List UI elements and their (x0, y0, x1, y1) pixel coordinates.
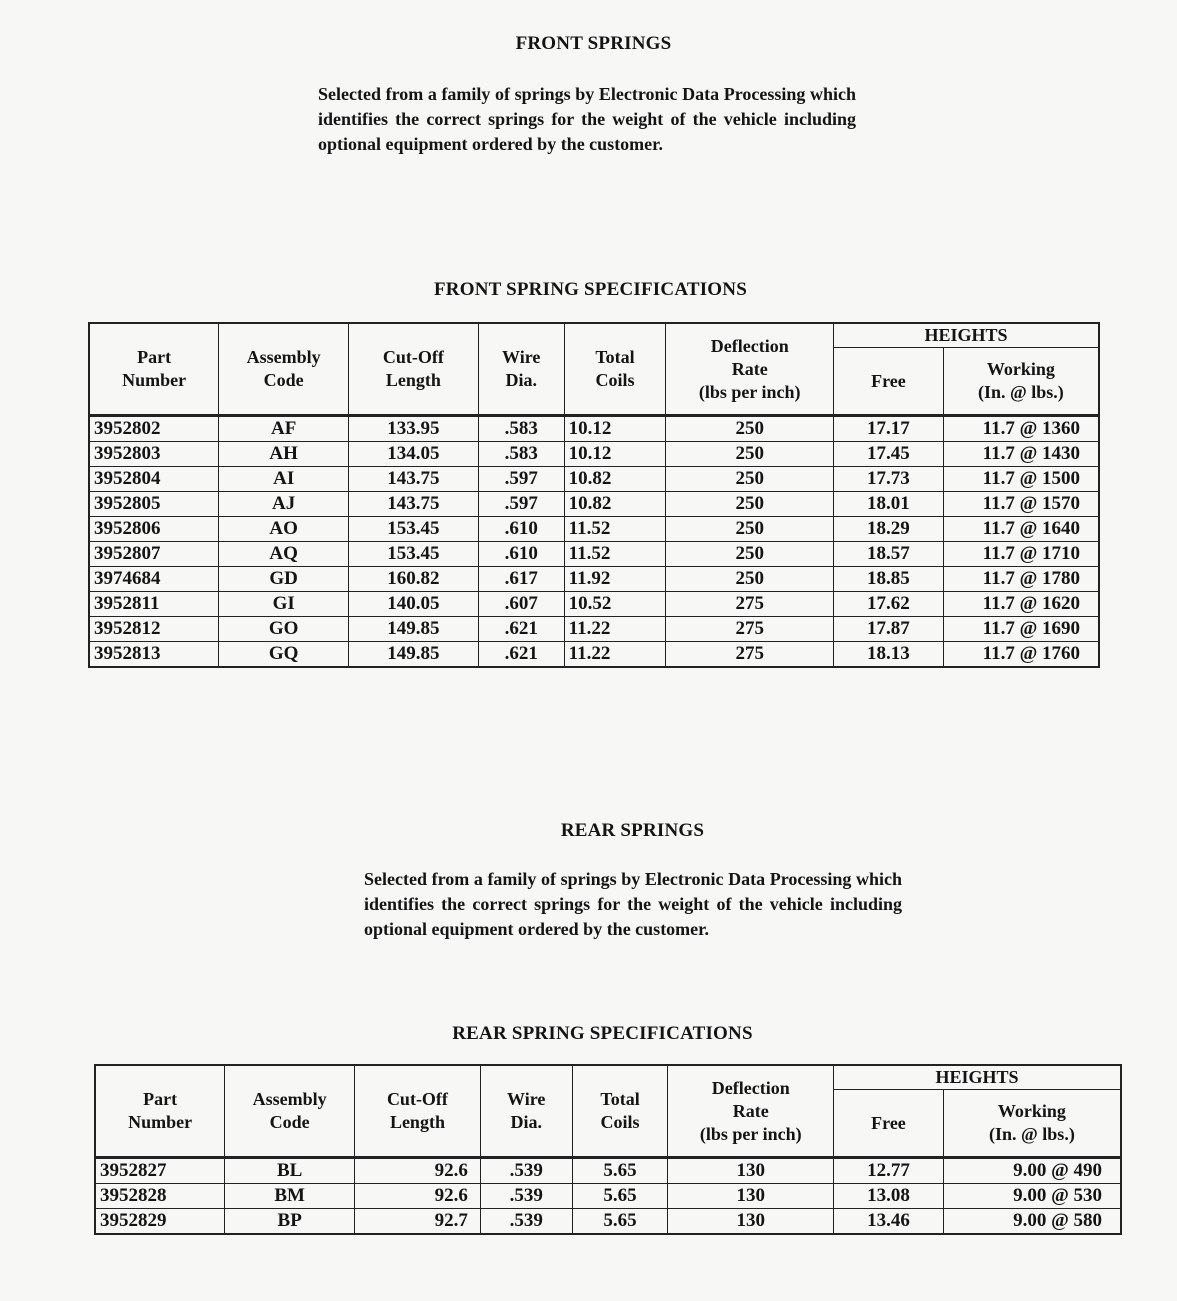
working-height-cell: 11.7 @ 1760 (943, 642, 1099, 668)
total-coils-cell: 11.52 (564, 542, 666, 567)
free-height-cell: 18.13 (834, 642, 944, 668)
assembly-code-cell: AH (219, 442, 349, 467)
free-height-cell: 13.08 (834, 1184, 944, 1209)
wire-dia-cell: .610 (478, 517, 564, 542)
total-coils-cell: 10.52 (564, 592, 666, 617)
deflection-rate-cell: 250 (666, 416, 834, 442)
table-row (95, 1184, 1121, 1209)
table-row (89, 592, 1099, 617)
table-row (89, 517, 1099, 542)
total-coils-cell: 10.12 (564, 416, 666, 442)
front-spec-title: FRONT SPRING SPECIFICATIONS (434, 279, 747, 300)
part-number-cell: 3952804 (89, 467, 219, 492)
assembly-code-cell: AQ (219, 542, 349, 567)
col-wire-dia: Wire Dia. (478, 323, 564, 416)
part-number-cell: 3952807 (89, 542, 219, 567)
rear-spec-title: REAR SPRING SPECIFICATIONS (452, 1023, 753, 1044)
wire-dia-cell: .610 (478, 542, 564, 567)
cutoff-length-cell: 133.95 (349, 416, 479, 442)
rear-spec-table (94, 1064, 1122, 1235)
working-height-cell: 11.7 @ 1710 (943, 542, 1099, 567)
rear-springs-title: REAR SPRINGS (560, 820, 705, 841)
table-row (95, 1209, 1121, 1235)
table-row (89, 492, 1099, 517)
working-height-cell: 9.00 @ 490 (943, 1158, 1121, 1184)
wire-dia-cell: .539 (480, 1158, 572, 1184)
cutoff-length-cell: 140.05 (349, 592, 479, 617)
table-row (89, 617, 1099, 642)
assembly-code-cell: GQ (219, 642, 349, 668)
wire-dia-cell: .597 (478, 492, 564, 517)
cutoff-length-cell: 92.7 (355, 1209, 481, 1235)
rear-col-heights: HEIGHTS (834, 1065, 1121, 1090)
rear-col-assembly-code: Assembly Code (225, 1065, 355, 1158)
assembly-code-cell: AJ (219, 492, 349, 517)
table-row (95, 1158, 1121, 1184)
cutoff-length-cell: 143.75 (349, 492, 479, 517)
free-height-cell: 18.29 (834, 517, 944, 542)
working-height-cell: 11.7 @ 1620 (943, 592, 1099, 617)
free-height-cell: 18.01 (834, 492, 944, 517)
col-cutoff-length: Cut-Off Length (349, 323, 479, 416)
col-free-height: Free (834, 348, 944, 416)
deflection-rate-cell: 250 (666, 467, 834, 492)
cutoff-length-cell: 153.45 (349, 542, 479, 567)
working-height-cell: 11.7 @ 1690 (943, 617, 1099, 642)
part-number-cell: 3952829 (95, 1209, 225, 1235)
rear-col-free-height: Free (834, 1090, 944, 1158)
part-number-cell: 3952813 (89, 642, 219, 668)
working-height-cell: 11.7 @ 1360 (943, 416, 1099, 442)
working-height-cell: 11.7 @ 1780 (943, 567, 1099, 592)
free-height-cell: 18.57 (834, 542, 944, 567)
wire-dia-cell: .617 (478, 567, 564, 592)
front-springs-title: FRONT SPRINGS (515, 33, 672, 54)
cutoff-length-cell: 160.82 (349, 567, 479, 592)
total-coils-cell: 11.52 (564, 517, 666, 542)
free-height-cell: 13.46 (834, 1209, 944, 1235)
assembly-code-cell: BM (225, 1184, 355, 1209)
free-height-cell: 18.85 (834, 567, 944, 592)
col-working-height: Working (In. @ lbs.) (943, 348, 1099, 416)
part-number-cell: 3952827 (95, 1158, 225, 1184)
col-assembly-code: Assembly Code (219, 323, 349, 416)
cutoff-length-cell: 92.6 (355, 1184, 481, 1209)
deflection-rate-cell: 250 (666, 542, 834, 567)
front-table-body (89, 416, 1099, 668)
rear-col-part-number: Part Number (95, 1065, 225, 1158)
part-number-cell: 3952805 (89, 492, 219, 517)
front-spec-table (88, 322, 1100, 668)
deflection-rate-cell: 275 (666, 592, 834, 617)
working-height-cell: 11.7 @ 1570 (943, 492, 1099, 517)
rear-col-deflection-rate: Deflection Rate (lbs per inch) (668, 1065, 834, 1158)
total-coils-cell: 10.12 (564, 442, 666, 467)
cutoff-length-cell: 153.45 (349, 517, 479, 542)
working-height-cell: 11.7 @ 1430 (943, 442, 1099, 467)
assembly-code-cell: AI (219, 467, 349, 492)
part-number-cell: 3952802 (89, 416, 219, 442)
col-total-coils: Total Coils (564, 323, 666, 416)
rear-col-wire-dia: Wire Dia. (480, 1065, 572, 1158)
table-row (89, 542, 1099, 567)
part-number-cell: 3974684 (89, 567, 219, 592)
deflection-rate-cell: 275 (666, 642, 834, 668)
wire-dia-cell: .607 (478, 592, 564, 617)
assembly-code-cell: BL (225, 1158, 355, 1184)
part-number-cell: 3952803 (89, 442, 219, 467)
cutoff-length-cell: 134.05 (349, 442, 479, 467)
working-height-cell: 9.00 @ 530 (943, 1184, 1121, 1209)
deflection-rate-cell: 130 (668, 1209, 834, 1235)
working-height-cell: 9.00 @ 580 (943, 1209, 1121, 1235)
part-number-cell: 3952812 (89, 617, 219, 642)
total-coils-cell: 5.65 (572, 1158, 668, 1184)
free-height-cell: 17.62 (834, 592, 944, 617)
rear-col-cutoff-length: Cut-Off Length (355, 1065, 481, 1158)
front-springs-description: Selected from a family of springs by Electronic Data Processing which identifies the correct springs for the weight of the vehicle including optional equipment ordered by the customer. (318, 84, 856, 154)
rear-col-working-height: Working (In. @ lbs.) (943, 1090, 1121, 1158)
rear-springs-description: Selected from a family of springs by Electronic Data Processing which identifies the correct springs for the weight of the vehicle including optional equipment ordered by the customer. (364, 869, 902, 939)
table-row (89, 416, 1099, 442)
assembly-code-cell: AF (219, 416, 349, 442)
deflection-rate-cell: 130 (668, 1158, 834, 1184)
assembly-code-cell: GO (219, 617, 349, 642)
wire-dia-cell: .597 (478, 467, 564, 492)
wire-dia-cell: .583 (478, 442, 564, 467)
deflection-rate-cell: 275 (666, 617, 834, 642)
part-number-cell: 3952806 (89, 517, 219, 542)
col-heights: HEIGHTS (834, 323, 1099, 348)
rear-table-body (95, 1158, 1121, 1235)
total-coils-cell: 11.22 (564, 642, 666, 668)
working-height-cell: 11.7 @ 1500 (943, 467, 1099, 492)
total-coils-cell: 11.92 (564, 567, 666, 592)
total-coils-cell: 5.65 (572, 1184, 668, 1209)
part-number-cell: 3952811 (89, 592, 219, 617)
total-coils-cell: 10.82 (564, 467, 666, 492)
free-height-cell: 17.73 (834, 467, 944, 492)
working-height-cell: 11.7 @ 1640 (943, 517, 1099, 542)
table-row (89, 642, 1099, 668)
wire-dia-cell: .621 (478, 642, 564, 668)
wire-dia-cell: .621 (478, 617, 564, 642)
deflection-rate-cell: 130 (668, 1184, 834, 1209)
wire-dia-cell: .583 (478, 416, 564, 442)
cutoff-length-cell: 92.6 (355, 1158, 481, 1184)
table-row (89, 467, 1099, 492)
wire-dia-cell: .539 (480, 1184, 572, 1209)
total-coils-cell: 11.22 (564, 617, 666, 642)
cutoff-length-cell: 149.85 (349, 642, 479, 668)
part-number-cell: 3952828 (95, 1184, 225, 1209)
total-coils-cell: 10.82 (564, 492, 666, 517)
wire-dia-cell: .539 (480, 1209, 572, 1235)
table-row (89, 567, 1099, 592)
assembly-code-cell: BP (225, 1209, 355, 1235)
cutoff-length-cell: 149.85 (349, 617, 479, 642)
total-coils-cell: 5.65 (572, 1209, 668, 1235)
table-row (89, 442, 1099, 467)
deflection-rate-cell: 250 (666, 517, 834, 542)
assembly-code-cell: GD (219, 567, 349, 592)
deflection-rate-cell: 250 (666, 442, 834, 467)
free-height-cell: 12.77 (834, 1158, 944, 1184)
free-height-cell: 17.17 (834, 416, 944, 442)
free-height-cell: 17.45 (834, 442, 944, 467)
col-deflection-rate: Deflection Rate (lbs per inch) (666, 323, 834, 416)
rear-col-total-coils: Total Coils (572, 1065, 668, 1158)
col-part-number: Part Number (89, 323, 219, 416)
deflection-rate-cell: 250 (666, 492, 834, 517)
assembly-code-cell: AO (219, 517, 349, 542)
deflection-rate-cell: 250 (666, 567, 834, 592)
free-height-cell: 17.87 (834, 617, 944, 642)
cutoff-length-cell: 143.75 (349, 467, 479, 492)
assembly-code-cell: GI (219, 592, 349, 617)
